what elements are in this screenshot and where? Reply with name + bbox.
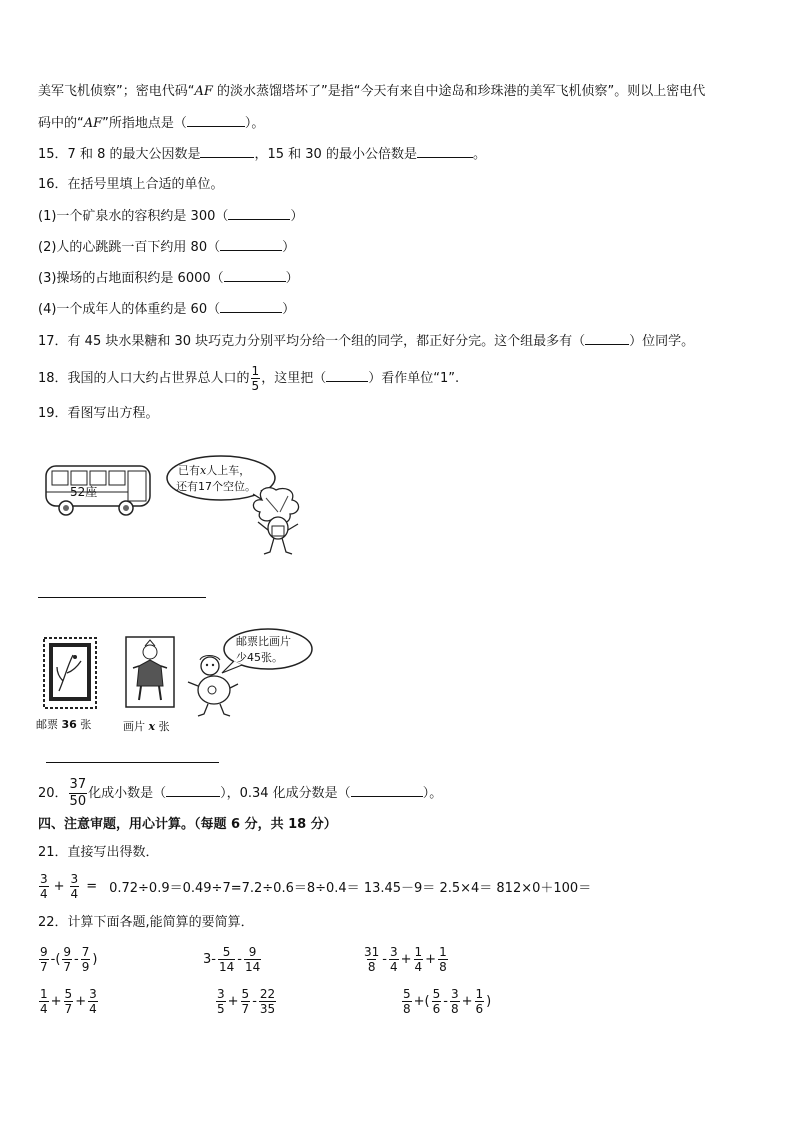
numerator: 9 <box>40 944 48 959</box>
numerator: 5 <box>403 986 411 1001</box>
intro-text: 的淡水蒸馏塔坏了”是指“今天有来自中途岛和珍珠港的美军飞机侦察”。则以上密电代 <box>217 84 706 99</box>
q22-expression-2 <box>202 940 262 978</box>
q17-text: ）位同学。 <box>629 334 695 349</box>
intro-text: 码中的“ <box>38 116 84 131</box>
variable-x: x <box>200 464 207 477</box>
fraction <box>432 987 442 1016</box>
q16-item-text: (2)人的心跳跳一百下约用 80（ <box>38 240 221 255</box>
denominator: 8 <box>439 959 447 974</box>
q16-item-text: ） <box>282 240 296 255</box>
operator: + <box>400 951 412 967</box>
numerator: 3 <box>89 986 97 1001</box>
q20-text: 20． <box>38 786 68 801</box>
numerator: 1 <box>414 944 423 959</box>
answer-blank[interactable] <box>326 369 368 382</box>
q16-item-text: ） <box>290 209 304 224</box>
answer-blank[interactable] <box>351 784 423 797</box>
fraction-37-50 <box>69 777 88 810</box>
denominator: 6 <box>432 1001 441 1016</box>
question-16-item-1 <box>38 207 303 226</box>
intro-line-1 <box>38 83 705 101</box>
numerator: 5 <box>241 986 250 1001</box>
fraction <box>438 945 448 974</box>
numerator: 3 <box>389 944 398 959</box>
q21-expressions <box>38 866 591 906</box>
intro-text: ）。 <box>244 116 265 131</box>
numerator: 9 <box>248 944 257 959</box>
q18-text: 18．我国的人口大约占世界总人口的 <box>38 371 250 386</box>
fraction <box>363 945 380 974</box>
numerator: 5 <box>64 986 73 1001</box>
denominator: 50 <box>69 794 87 809</box>
variable-x: x <box>148 720 156 733</box>
fraction <box>218 945 235 974</box>
bubble-2-line-1: 邮票比画片 <box>236 635 291 648</box>
denominator: 9 <box>81 959 90 974</box>
q20-text: ），0.34 化成分数是（ <box>220 786 351 801</box>
q16-item-text: (3)操场的占地面积约是 6000（ <box>38 271 224 286</box>
denominator: 4 <box>89 1001 97 1016</box>
q21-rest-expressions: 0.72÷0.9＝0.49÷7=7.2÷0.6＝8÷0.4＝ 13.45－9＝ 2.5×4＝ 812×0＋100＝ <box>109 880 592 896</box>
question-16-item-2 <box>38 238 295 257</box>
fraction <box>64 987 74 1016</box>
operator: ) <box>92 951 98 967</box>
question-21-title: 21．直接写出得数． <box>38 845 159 860</box>
operator: - <box>74 951 79 967</box>
q16-item-text: ） <box>282 302 296 317</box>
denominator: 7 <box>63 959 72 974</box>
answer-blank[interactable] <box>224 269 286 282</box>
numerator: 1 <box>439 944 447 959</box>
q22-expression-4 <box>38 982 99 1020</box>
denominator: 35 <box>259 1001 276 1016</box>
numerator: 5 <box>432 986 441 1001</box>
numerator: 9 <box>63 944 72 959</box>
code-af: AF <box>194 84 213 99</box>
bubble-2-line-2: 少45张。 <box>236 651 283 664</box>
denominator: 7 <box>64 1001 73 1016</box>
numerator: 31 <box>364 944 380 959</box>
fraction <box>389 945 399 974</box>
numerator: 1 <box>251 364 260 378</box>
numerator: 7 <box>81 944 90 959</box>
intro-line-2 <box>38 114 264 133</box>
q20-text: 化成小数是（ <box>88 786 167 801</box>
operator: + <box>227 993 239 1009</box>
operator: - <box>382 951 387 967</box>
q22-expression-6 <box>401 982 492 1020</box>
numerator: 3 <box>217 986 225 1001</box>
denominator: 5 <box>251 379 260 393</box>
question-16-item-3 <box>38 269 299 288</box>
answer-blank[interactable] <box>417 145 473 158</box>
fraction <box>88 987 98 1016</box>
q22-expression-3 <box>362 940 449 978</box>
denominator: 4 <box>40 1001 48 1016</box>
fraction <box>62 945 72 974</box>
stamp-icon <box>43 637 97 709</box>
fraction <box>259 987 276 1016</box>
denominator: 4 <box>389 959 398 974</box>
cartoon-character-2-icon <box>186 654 242 718</box>
operator: - <box>443 993 448 1009</box>
q22-expression-1 <box>38 940 98 978</box>
denominator: 6 <box>475 1001 484 1016</box>
q15-text: 15．7 和 8 的最大公因数是 <box>38 147 201 162</box>
answer-blank[interactable] <box>166 784 220 797</box>
fraction <box>241 987 251 1016</box>
denominator: 14 <box>218 959 235 974</box>
fraction <box>70 872 80 901</box>
q16-item-text: ） <box>285 271 299 286</box>
bubble-1-line-1 <box>178 462 250 478</box>
denominator: 7 <box>241 1001 250 1016</box>
q18-text: ，这里把（ <box>261 371 327 386</box>
question-19-title: 19．看图写出方程。 <box>38 406 159 421</box>
denominator: 14 <box>244 959 261 974</box>
q16-item-text: (1)一个矿泉水的容积约是 300（ <box>38 209 229 224</box>
answer-blank[interactable] <box>585 332 629 345</box>
q15-text: ，15 和 30 的最小公倍数是 <box>254 147 417 162</box>
section-4-title: 四、注意审题，用心计算。（每题 6 分，共 18 分） <box>38 817 337 832</box>
denominator: 8 <box>403 1001 411 1016</box>
operator: 3- <box>203 951 216 967</box>
fraction <box>402 987 412 1016</box>
operator: + <box>461 993 473 1009</box>
intro-text: ”所指地点是（ <box>102 116 187 131</box>
equation-answer-line[interactable] <box>38 597 206 598</box>
question-16-item-4 <box>38 300 295 319</box>
stamp-count: 36 <box>61 718 77 731</box>
numerator: 37 <box>69 777 87 792</box>
q18-text: ）看作单位“1”. <box>368 371 460 386</box>
denominator: 5 <box>217 1001 225 1016</box>
answer-blank[interactable] <box>187 114 245 127</box>
fraction <box>414 945 424 974</box>
numerator: 3 <box>70 871 79 886</box>
operator: -( <box>50 951 61 967</box>
numerator: 3 <box>40 871 48 886</box>
question-22-title: 22．计算下面各题,能简算的要简算． <box>38 915 254 930</box>
operator: + <box>75 993 87 1009</box>
denominator: 4 <box>70 886 79 901</box>
operator: +( <box>413 993 430 1009</box>
caption-text: 邮票 <box>36 718 58 731</box>
fraction <box>475 987 485 1016</box>
code-af: AF <box>83 116 103 131</box>
operator: - <box>237 951 242 967</box>
caption-text: 画片 <box>123 720 145 733</box>
answer-blank[interactable] <box>220 300 282 313</box>
numerator: 1 <box>40 986 48 1001</box>
operator: = <box>86 878 98 894</box>
question-16-title: 16．在括号里填上合适的单位。 <box>38 177 224 192</box>
operator: - <box>252 993 257 1009</box>
question-18 <box>38 364 459 394</box>
fraction-one-fifth <box>251 364 261 393</box>
denominator: 7 <box>40 959 48 974</box>
denominator: 8 <box>450 1001 459 1016</box>
bubble-text: 人上车， <box>206 464 251 477</box>
caption-text: 张 <box>158 720 170 733</box>
operator: ) <box>486 993 492 1009</box>
answer-blank[interactable] <box>220 238 282 251</box>
bus-seat-label: 52座 <box>70 485 98 499</box>
denominator: 4 <box>40 886 48 901</box>
q22-expression-5 <box>215 982 277 1020</box>
cartoon-character-icon <box>248 484 308 560</box>
bubble-text: 已有 <box>178 464 200 477</box>
fraction <box>216 987 226 1016</box>
question-20 <box>38 776 442 812</box>
operator: + <box>53 878 65 894</box>
answer-blank[interactable] <box>228 207 290 220</box>
caption-text: 张 <box>80 718 92 731</box>
denominator: 4 <box>414 959 423 974</box>
card-caption <box>123 718 170 734</box>
q16-item-text: (4)一个成年人的体重约是 60（ <box>38 302 221 317</box>
fraction <box>244 945 261 974</box>
q17-text: 17．有 45 块水果糖和 30 块巧克力分别平均分给一个组的同学，都正好分完。这个组最多有（ <box>38 334 586 349</box>
fraction <box>81 945 91 974</box>
numerator: 5 <box>222 944 231 959</box>
denominator: 8 <box>367 959 376 974</box>
q15-text: 。 <box>472 147 486 162</box>
numerator: 22 <box>259 986 276 1001</box>
fraction <box>39 945 49 974</box>
question-17 <box>38 332 694 351</box>
answer-blank[interactable] <box>200 145 254 158</box>
operator: + <box>50 993 62 1009</box>
question-15 <box>38 145 486 164</box>
fraction <box>450 987 460 1016</box>
stamp-caption <box>36 716 91 732</box>
numerator: 3 <box>450 986 459 1001</box>
picture-card-icon <box>125 636 175 708</box>
equation-answer-line[interactable] <box>46 762 219 763</box>
fraction <box>39 872 49 901</box>
q20-text: ）。 <box>422 786 443 801</box>
operator: + <box>425 951 437 967</box>
numerator: 1 <box>475 986 484 1001</box>
bubble-1-line-2: 还有17个空位。 <box>176 480 256 493</box>
intro-text: 美军飞机侦察”；密电代码“ <box>38 84 195 99</box>
bus-illustration <box>44 462 154 520</box>
fraction <box>39 987 49 1016</box>
